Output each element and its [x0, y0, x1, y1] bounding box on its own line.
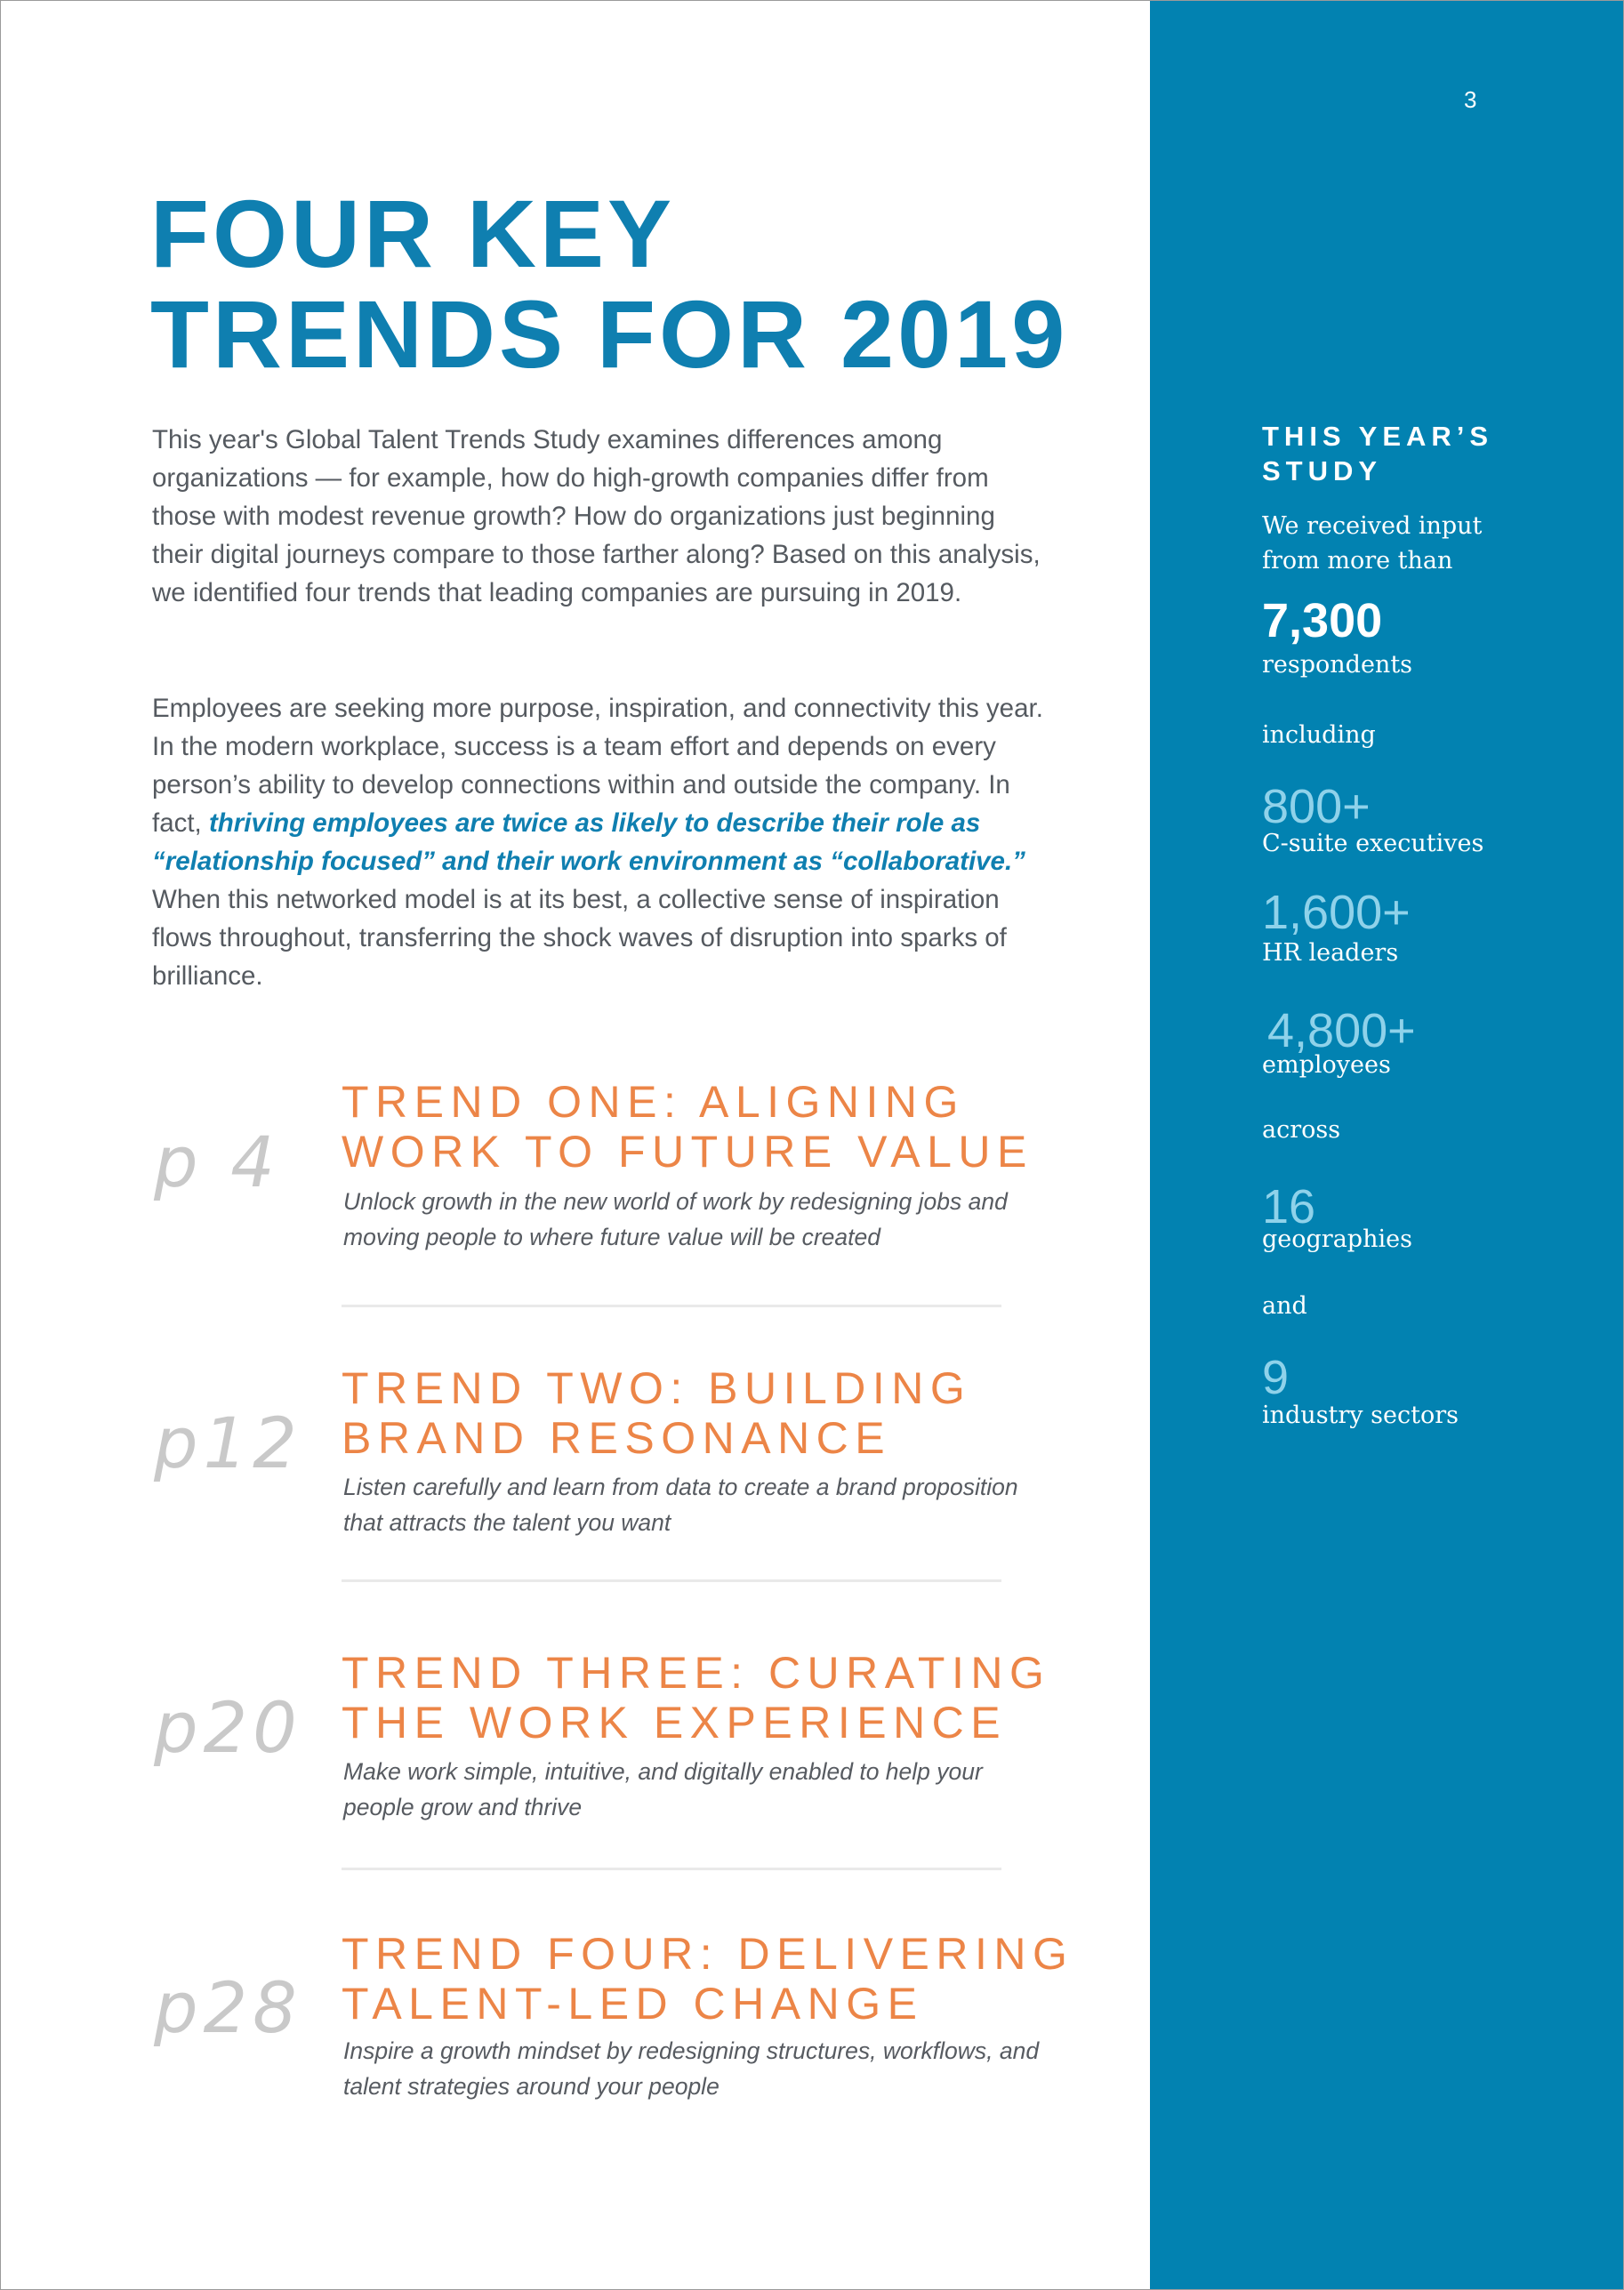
- trend-page-number: p12: [154, 1404, 302, 1484]
- including-text: including: [1262, 721, 1376, 749]
- executives-number: 800+: [1262, 780, 1371, 833]
- trend-title-line-2: BRAND RESONANCE: [342, 1413, 892, 1463]
- trend-page-number: p 4: [154, 1123, 280, 1203]
- trend-divider: [342, 1305, 1001, 1307]
- respondents-label: respondents: [1262, 651, 1413, 679]
- sidebar-panel: [1150, 1, 1624, 2290]
- trend-divider: [342, 1868, 1001, 1870]
- intro-paragraph-2: [152, 689, 1050, 995]
- trend-page-number: p20: [154, 1689, 302, 1769]
- intro-paragraph-1: This year's Global Talent Trends Study examines differences among organizations — for example, how do high-growth companies differ from those with modest revenue growth? How do organizations just beginning their digital journeys compare to those farther along? Based on this analysis, we identified four trends that leading companies are pursuing in 2019.: [152, 425, 1041, 607]
- trend-title-line-1: TREND ONE: ALIGNING: [342, 1077, 965, 1127]
- trend-title: [342, 1648, 1050, 1748]
- study-heading: [1262, 419, 1493, 488]
- trend-title-line-2: TALENT-LED CHANGE: [342, 1979, 924, 2029]
- hr-leaders-label: HR leaders: [1262, 939, 1399, 967]
- across-text: across: [1262, 1116, 1341, 1144]
- and-text: and: [1262, 1292, 1307, 1320]
- geographies-label: geographies: [1262, 1225, 1412, 1253]
- trend-title: [342, 1929, 1073, 2029]
- page-title-line-2: TRENDS FOR 2019: [150, 280, 1069, 388]
- trend-page-number: p28: [154, 1969, 302, 2049]
- page-title: [150, 180, 1138, 388]
- trend-description: Listen carefully and learn from data to create a brand proposition that attracts the talent you want: [343, 1474, 1018, 1536]
- sectors-number: 9: [1262, 1351, 1290, 1404]
- trend-title: [342, 1363, 971, 1463]
- study-intro-text: [1262, 509, 1482, 578]
- trend-description: Make work simple, intuitive, and digitally enabled to help your people grow and thrive: [343, 1758, 983, 1820]
- employees-number: 4,800+: [1267, 1004, 1416, 1057]
- respondents-number: 7,300: [1262, 594, 1383, 647]
- trend-divider: [342, 1579, 1001, 1582]
- intro-paragraph-2-start: Employees are seeking more purpose, inspiration, and connectivity this year. In the modern workplace, success is a team effort and depends on every person’s ability to develop connections within and outside the company. In fact,: [152, 694, 1043, 838]
- trend-description: Inspire a growth mindset by redesigning structures, workflows, and talent strategies around your people: [343, 2037, 1040, 2100]
- trend-title: [342, 1077, 1033, 1177]
- trend-description: Unlock growth in the new world of work by redesigning jobs and moving people to where future value will be created: [343, 1188, 1008, 1250]
- intro-highlight-text: thriving employees are twice as likely to describe their role as “relationship focused” and their work environment as “collaborative.”: [152, 808, 1025, 876]
- study-heading-line-2: STUDY: [1262, 455, 1383, 486]
- study-intro-line-2: from more than: [1262, 547, 1453, 575]
- hr-leaders-number: 1,600+: [1262, 886, 1411, 939]
- sectors-label: industry sectors: [1262, 1402, 1459, 1429]
- trend-title-line-1: TREND THREE: CURATING: [342, 1648, 1051, 1698]
- trend-title-line-1: TREND FOUR: DELIVERING: [342, 1929, 1074, 1979]
- employees-label: employees: [1262, 1051, 1391, 1079]
- intro-paragraph-2-end: When this networked model is at its best, a collective sense of inspiration flows throughout, transferring the shock waves of disruption into sparks of brilliance.: [152, 885, 1007, 991]
- executives-label: C-suite executives: [1262, 830, 1484, 857]
- trend-title-line-1: TREND TWO: BUILDING: [342, 1363, 972, 1413]
- page-title-line-1: FOUR KEY: [150, 180, 676, 287]
- trend-title-line-2: THE WORK EXPERIENCE: [342, 1698, 1008, 1748]
- geographies-number: 16: [1262, 1180, 1316, 1233]
- study-heading-line-1: THIS YEAR’S: [1262, 421, 1494, 452]
- study-intro-line-1: We received input: [1262, 512, 1483, 540]
- trend-title-line-2: WORK TO FUTURE VALUE: [342, 1127, 1033, 1177]
- page-number: 3: [1464, 86, 1477, 113]
